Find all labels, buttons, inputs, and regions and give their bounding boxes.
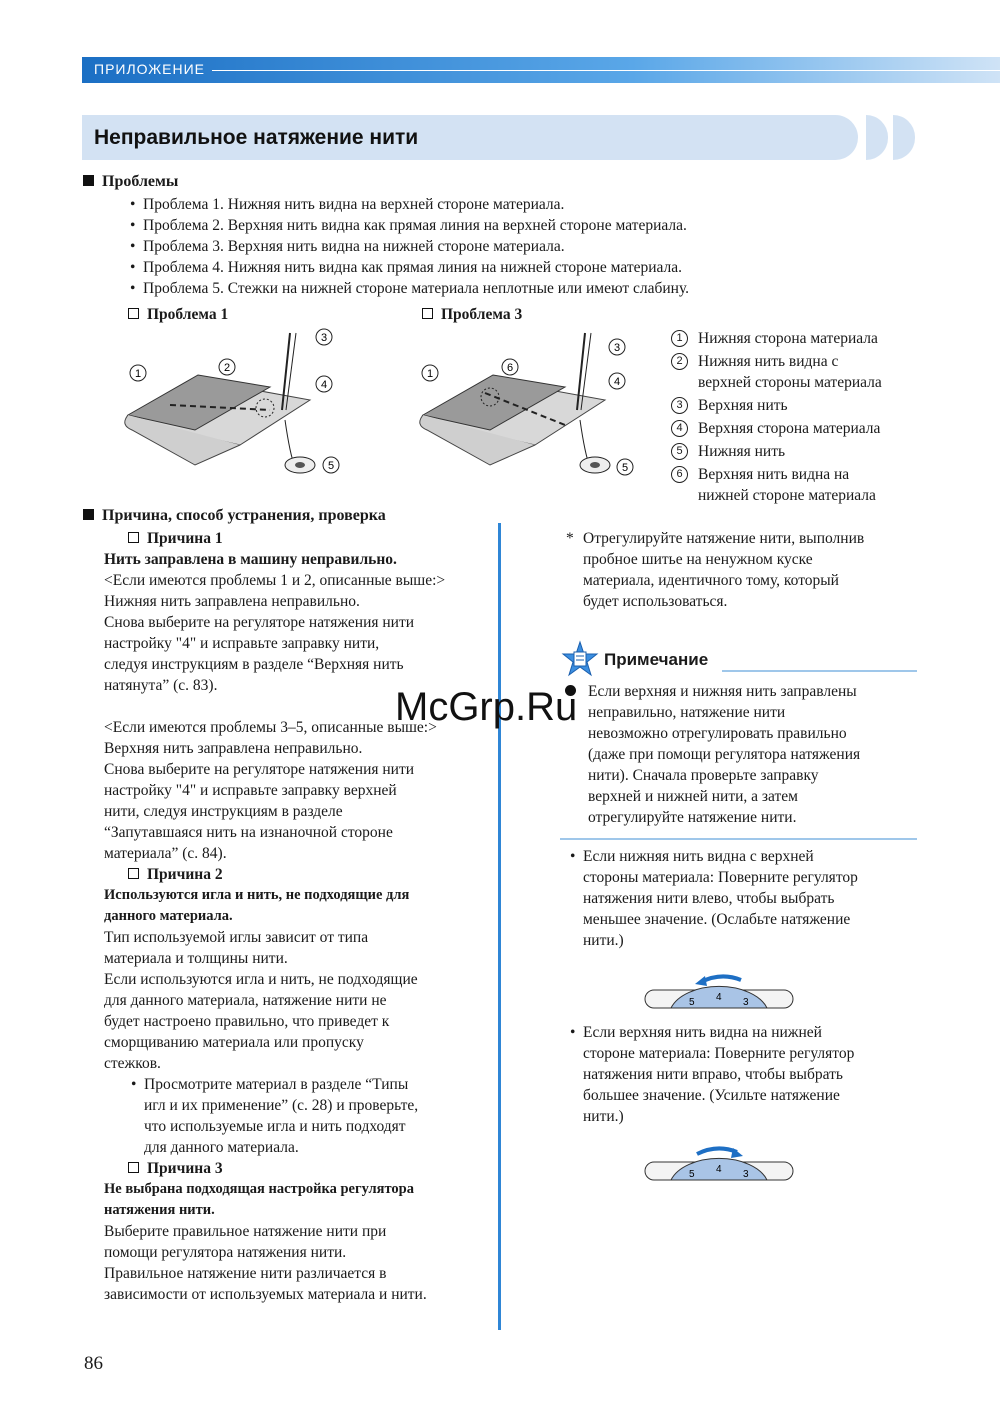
- legend-item: 1 Нижняя сторона материала: [671, 328, 991, 349]
- note-top-rule: [722, 670, 917, 672]
- watermark: McGrp.Ru: [395, 685, 578, 729]
- note-text: Если верхняя и нижняя нить заправлены неправильно, натяжение нити невозможно отрегулировать правильно (даже при помощи регулятора натяжения нити). Сначала проверьте заправку верхней и нижней нити, а затем отрегулируйте натяжение нити.: [588, 683, 861, 826]
- note-title: Примечание: [604, 650, 709, 669]
- svg-text:1: 1: [426, 368, 434, 380]
- title-bar: [82, 115, 858, 160]
- legend-item: 6 Верхняя нить видна на нижней стороне материала: [671, 464, 991, 506]
- problems-heading: Проблемы: [83, 173, 178, 191]
- svg-text:3: 3: [743, 1169, 749, 1180]
- svg-text:4: 4: [716, 1164, 722, 1175]
- figure-problem-3: [415, 325, 645, 485]
- legend-item: 2 Нижняя нить видна с верхней стороны материала: [671, 351, 991, 393]
- tension-left-item: • Если нижняя нить видна с верхней стороны материала: Поверните регулятор натяжения нити влево, чтобы выбрать меньшее значение. (Ослабьте натяжение нити.): [583, 846, 923, 951]
- cause-3-title: Не выбрана подходящая настройка регулятора натяжения нити.: [104, 1181, 414, 1218]
- asterisk-mark: *: [566, 530, 574, 547]
- list-item: • Проблема 4. Нижняя нить видна как прямая линия на нижней стороне материала.: [143, 257, 843, 278]
- figure-legend: [671, 328, 991, 506]
- cause-1-title: Нить заправлена в машину неправильно.: [104, 551, 397, 568]
- figure-problem-1: [120, 325, 350, 485]
- note-bottom-rule: [560, 838, 917, 840]
- page-title: Неправильное натяжение нити: [94, 126, 419, 149]
- list-item: • Проблема 2. Верхняя нить видна как прямая линия на верхней стороне материала.: [143, 215, 843, 236]
- dial-left-illustration: [643, 970, 795, 1018]
- list-item: • Проблема 1. Нижняя нить видна на верхней стороне материала.: [143, 194, 843, 215]
- list-item: • Проблема 5. Стежки на нижней стороне материала неплотные или имеют слабину.: [143, 278, 843, 299]
- cause-3-label: Причина 3: [128, 1158, 489, 1179]
- svg-text:2: 2: [223, 362, 231, 374]
- cause-2-title: Используются игла и нить, не подходящие для данного материала.: [104, 887, 410, 924]
- legend-item: 3 Верхняя нить: [671, 395, 991, 416]
- tension-right-item: • Если верхняя нить видна на нижней стороне материала: Поверните регулятор натяжения нити вправо, чтобы выбрать большее значение. (Усильте натяжение нити.): [583, 1022, 923, 1127]
- asterisk-note: Отрегулируйте натяжение нити, выполнив пробное шитье на ненужном куске материала, идентичного тому, который будет использоваться.: [583, 530, 865, 610]
- svg-text:5: 5: [621, 462, 629, 474]
- legend-item: 5 Нижняя нить: [671, 441, 991, 462]
- svg-text:5: 5: [689, 1169, 695, 1180]
- svg-text:1: 1: [134, 368, 142, 380]
- svg-text:3: 3: [613, 342, 621, 354]
- title-arrow-2: [893, 115, 915, 160]
- column-divider: [498, 523, 501, 1330]
- figure-1-label: Проблема 1: [128, 306, 228, 324]
- figure-3-label: Проблема 3: [422, 306, 522, 324]
- svg-text:4: 4: [613, 376, 621, 388]
- legend-item: 4 Верхняя сторона материала: [671, 418, 991, 439]
- header-rule: [212, 70, 1000, 71]
- svg-text:5: 5: [689, 997, 695, 1008]
- svg-text:3: 3: [743, 997, 749, 1008]
- section-header-bar: [82, 57, 1000, 83]
- cause-2-label: Причина 2: [128, 864, 489, 885]
- problems-list: [143, 194, 843, 299]
- title-arrow-1: [866, 115, 888, 160]
- section-label: ПРИЛОЖЕНИЕ: [94, 61, 206, 77]
- page-number: 86: [84, 1353, 103, 1374]
- svg-text:5: 5: [327, 460, 335, 472]
- list-item: • Проблема 3. Верхняя нить видна на нижней стороне материала.: [143, 236, 843, 257]
- causes-column: Причина 1 Нить заправлена в машину неправильно. <Если имеются проблемы 1 и 2, описанные выше:> Нижняя нить заправлена неправильно. Снова выберите на регуляторе натяжения нити настройку "4" и исправьте заправку нити, следуя инструкциям в разделе “Верхняя нить натянута” (с. 83). <Если имеются проблемы 3–5, описанные выше:> Верхняя нить заправлена неправильно. Снова выберите на регуляторе натяжения нити настройку "4" и исправьте заправку верхней нити, следуя инструкциям в разделе “Запутавшаяся нить на изнаночной стороне материала” (с. 84). Причина 2 Используются игла и нить, не подходящие для данного материала. Тип используемой иглы зависит от типа материала и толщины нити. Если используются игла и нить, не подходящие для данного материала, натяжение нити не будет настроено правильно, что приведет к сморщиванию материала или пропуску стежков. • Просмотрите материал в разделе “Типы игл и их применение” (с. 28) и проверьте, что используемые игла и нить подходят для данного материала. Причина 3 Не выбрана подходящая настройка регулятора натяжения нити. Выберите правильное натяжение нити при помощи регулятора натяжения нити. Правильное натяжение нити различается в зависимости от используемых материала и нити.: [104, 528, 489, 1305]
- svg-text:3: 3: [320, 332, 328, 344]
- note-icon: [560, 640, 600, 678]
- svg-text:4: 4: [716, 992, 722, 1003]
- dial-right-illustration: [643, 1142, 795, 1190]
- cause-2-bullet: • Просмотрите материал в разделе “Типы игл и их применение” (с. 28) и проверьте, что используемые игла и нить подходят для данного материала.: [144, 1074, 489, 1158]
- causes-heading: Причина, способ устранения, проверка: [83, 507, 386, 525]
- svg-text:6: 6: [506, 362, 514, 374]
- cause-1-label: Причина 1: [128, 528, 489, 549]
- svg-text:4: 4: [320, 379, 328, 391]
